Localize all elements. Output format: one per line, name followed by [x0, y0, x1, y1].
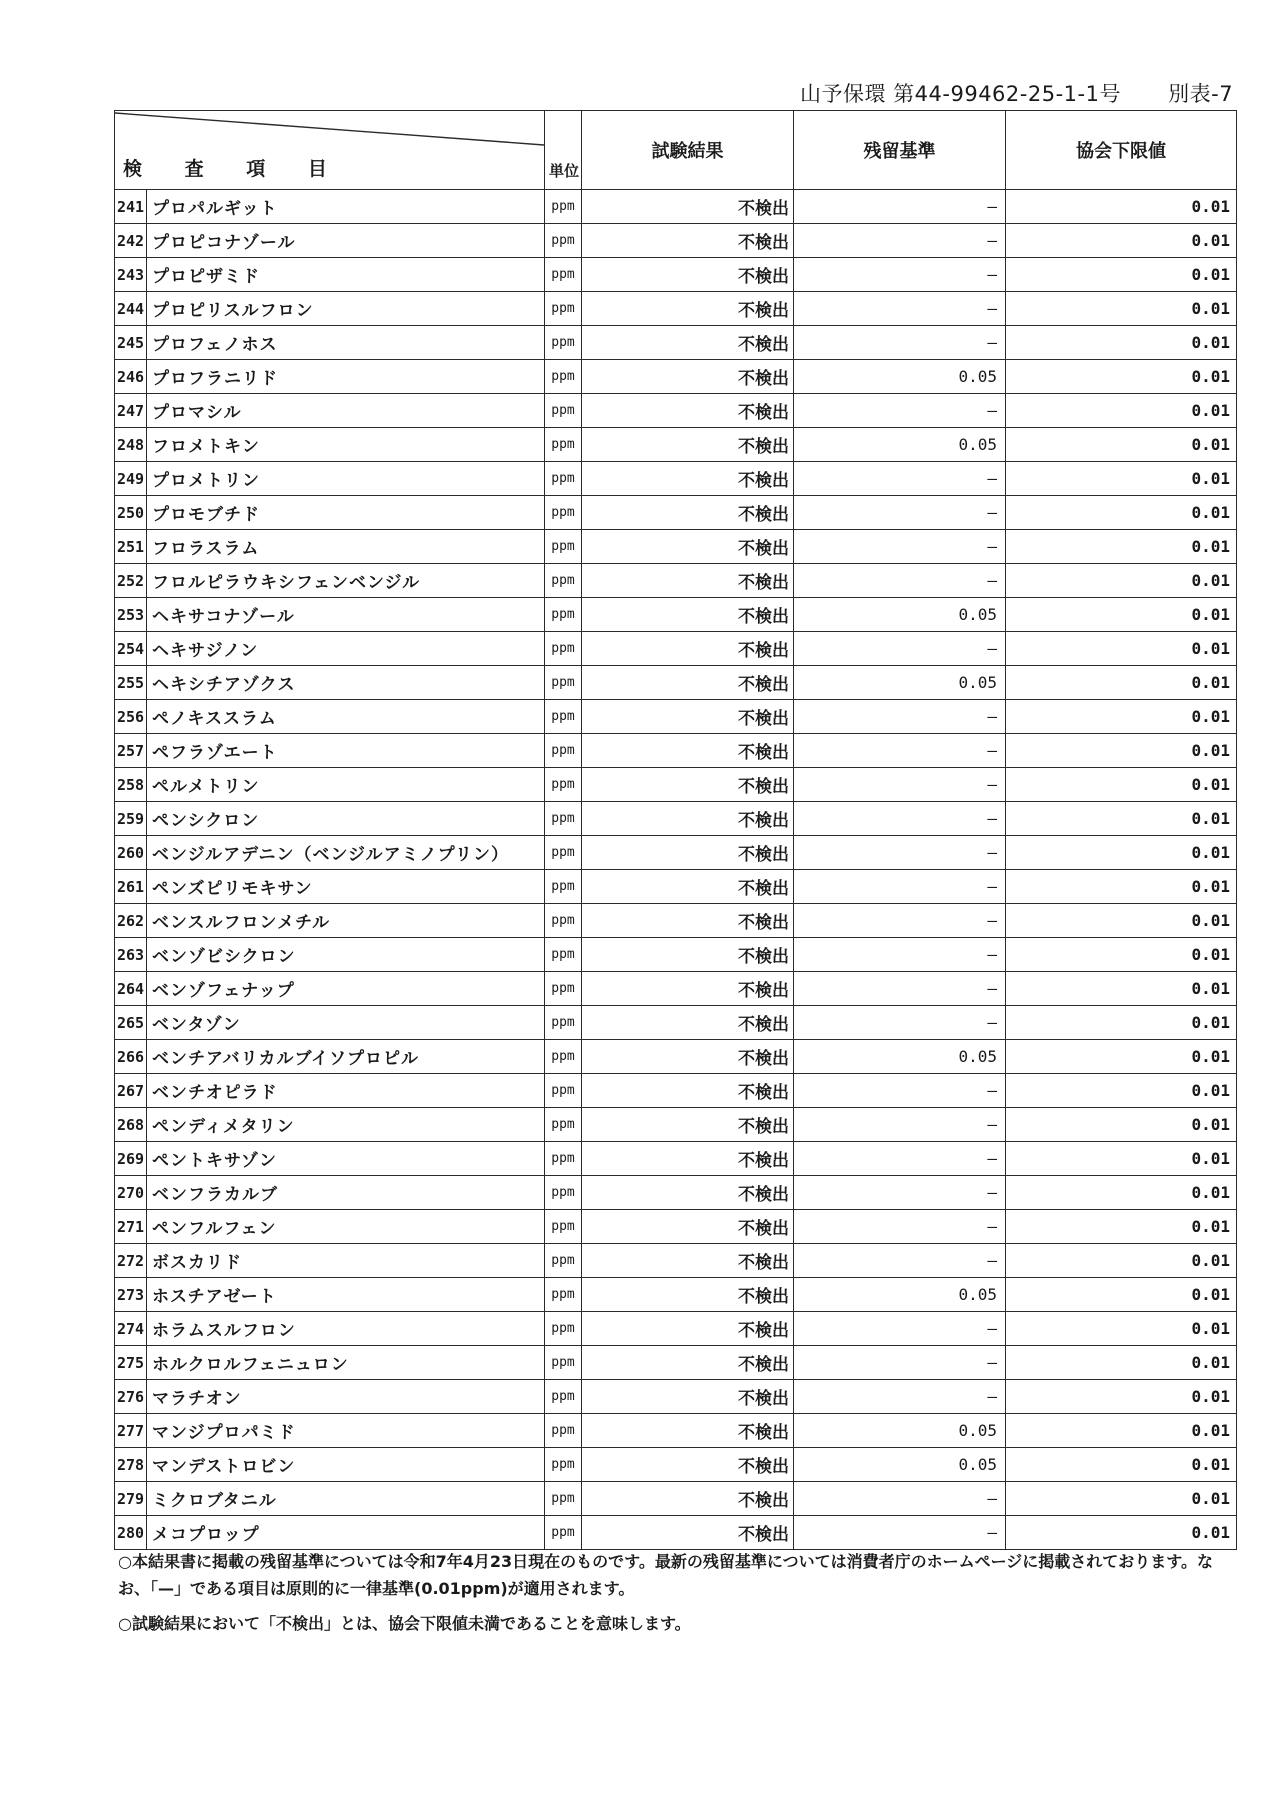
table-row [115, 360, 1237, 394]
lod-cell: 0.01 [1006, 462, 1237, 496]
table-row [115, 530, 1237, 564]
item-name: ベンチオピラド [147, 1074, 545, 1108]
table-row [115, 1108, 1237, 1142]
item-name: プロフェノホス [147, 326, 545, 360]
row-number: 253 [115, 598, 147, 632]
lod-cell: 0.01 [1006, 1516, 1237, 1550]
result-cell: 不検出 [582, 1516, 794, 1550]
lod-cell: 0.01 [1006, 1482, 1237, 1516]
lod-cell: 0.01 [1006, 1312, 1237, 1346]
table-row [115, 1142, 1237, 1176]
lod-cell: 0.01 [1006, 258, 1237, 292]
mrl-cell: — [794, 700, 1006, 734]
result-cell: 不検出 [582, 190, 794, 224]
table-row [115, 836, 1237, 870]
table-row [115, 1244, 1237, 1278]
unit-cell: ppm [545, 904, 582, 938]
item-name: ペンフルフェン [147, 1210, 545, 1244]
table-row [115, 224, 1237, 258]
mrl-cell: — [794, 1482, 1006, 1516]
row-number: 246 [115, 360, 147, 394]
row-number: 255 [115, 666, 147, 700]
note-not-detected: ○試験結果において「不検出」とは、協会下限値未満であることを意味します。 [118, 1614, 691, 1633]
table-row [115, 1006, 1237, 1040]
unit-cell: ppm [545, 938, 582, 972]
mrl-cell: — [794, 768, 1006, 802]
lod-cell: 0.01 [1006, 598, 1237, 632]
lod-cell: 0.01 [1006, 768, 1237, 802]
table-row [115, 190, 1237, 224]
result-cell: 不検出 [582, 1244, 794, 1278]
unit-cell: ppm [545, 190, 582, 224]
lod-header: 協会下限値 [1006, 111, 1237, 190]
table-row [115, 870, 1237, 904]
row-number: 263 [115, 938, 147, 972]
result-cell: 不検出 [582, 1380, 794, 1414]
unit-cell: ppm [545, 496, 582, 530]
table-row [115, 1312, 1237, 1346]
mrl-cell: — [794, 394, 1006, 428]
unit-cell: ppm [545, 836, 582, 870]
table-row [115, 1176, 1237, 1210]
item-name: ペノキススラム [147, 700, 545, 734]
table-row [115, 666, 1237, 700]
lod-cell: 0.01 [1006, 734, 1237, 768]
row-number: 254 [115, 632, 147, 666]
mrl-cell: 0.05 [794, 428, 1006, 462]
item-name: メコプロップ [147, 1516, 545, 1550]
item-name: ベンゾフェナップ [147, 972, 545, 1006]
unit-cell: ppm [545, 1142, 582, 1176]
unit-cell: ppm [545, 1278, 582, 1312]
row-number: 278 [115, 1448, 147, 1482]
lod-cell: 0.01 [1006, 292, 1237, 326]
result-cell: 不検出 [582, 1176, 794, 1210]
mrl-cell: — [794, 1006, 1006, 1040]
table-row [115, 428, 1237, 462]
row-number: 277 [115, 1414, 147, 1448]
row-number: 257 [115, 734, 147, 768]
row-number: 270 [115, 1176, 147, 1210]
unit-cell: ppm [545, 394, 582, 428]
mrl-cell: 0.05 [794, 598, 1006, 632]
row-number: 249 [115, 462, 147, 496]
row-number: 259 [115, 802, 147, 836]
row-number: 248 [115, 428, 147, 462]
report-number: 山予保環 第44-99462-25-1-1号 [800, 82, 1121, 106]
result-cell: 不検出 [582, 666, 794, 700]
item-name: ペルメトリン [147, 768, 545, 802]
note-residue-standard: ○本結果書に掲載の残留基準については令和7年4月23日現在のものです。最新の残留基準については消費者庁のホームページに掲載されております。なお、「—」である項目は原則的に一律基準(0.01ppm)が適用されます。 [118, 1552, 1213, 1598]
result-cell: 不検出 [582, 326, 794, 360]
mrl-cell: — [794, 1108, 1006, 1142]
item-name: ベンフラカルブ [147, 1176, 545, 1210]
row-number: 256 [115, 700, 147, 734]
sheet-label: 別表-7 [1168, 82, 1234, 106]
item-name: ボスカリド [147, 1244, 545, 1278]
lod-cell: 0.01 [1006, 870, 1237, 904]
item-name: ペンシクロン [147, 802, 545, 836]
unit-cell: ppm [545, 1244, 582, 1278]
result-cell: 不検出 [582, 802, 794, 836]
results-table [114, 110, 1237, 1550]
result-cell: 不検出 [582, 292, 794, 326]
item-name: ホラムスルフロン [147, 1312, 545, 1346]
unit-cell: ppm [545, 564, 582, 598]
lod-cell: 0.01 [1006, 836, 1237, 870]
table-row [115, 768, 1237, 802]
table-row [115, 1516, 1237, 1550]
item-name: ホスチアゼート [147, 1278, 545, 1312]
result-cell: 不検出 [582, 530, 794, 564]
unit-cell: ppm [545, 1448, 582, 1482]
result-cell: 不検出 [582, 462, 794, 496]
item-name: ベンタゾン [147, 1006, 545, 1040]
lod-cell: 0.01 [1006, 1210, 1237, 1244]
result-cell: 不検出 [582, 1006, 794, 1040]
lod-cell: 0.01 [1006, 972, 1237, 1006]
unit-cell: ppm [545, 1074, 582, 1108]
row-number: 280 [115, 1516, 147, 1550]
unit-header-label: 単位 [548, 162, 579, 180]
unit-cell: ppm [545, 870, 582, 904]
row-number: 250 [115, 496, 147, 530]
mrl-cell: — [794, 1312, 1006, 1346]
item-name: フロメトキン [147, 428, 545, 462]
document-reference [800, 78, 1233, 108]
table-row [115, 292, 1237, 326]
lod-cell: 0.01 [1006, 1040, 1237, 1074]
lod-cell: 0.01 [1006, 224, 1237, 258]
table-row [115, 1482, 1237, 1516]
item-name: ペンディメタリン [147, 1108, 545, 1142]
lod-cell: 0.01 [1006, 1006, 1237, 1040]
mrl-cell: — [794, 190, 1006, 224]
unit-cell: ppm [545, 1108, 582, 1142]
mrl-cell: — [794, 1176, 1006, 1210]
unit-cell: ppm [545, 1516, 582, 1550]
unit-cell: ppm [545, 428, 582, 462]
row-number: 272 [115, 1244, 147, 1278]
row-number: 247 [115, 394, 147, 428]
mrl-cell: 0.05 [794, 666, 1006, 700]
result-cell: 不検出 [582, 938, 794, 972]
row-number: 268 [115, 1108, 147, 1142]
unit-cell: ppm [545, 258, 582, 292]
result-cell: 不検出 [582, 904, 794, 938]
result-cell: 不検出 [582, 1108, 794, 1142]
item-name: ベンゾビシクロン [147, 938, 545, 972]
result-cell: 不検出 [582, 1074, 794, 1108]
result-cell: 不検出 [582, 734, 794, 768]
mrl-cell: — [794, 326, 1006, 360]
unit-cell: ppm [545, 224, 582, 258]
item-name: ヘキサジノン [147, 632, 545, 666]
table-row [115, 394, 1237, 428]
lod-cell: 0.01 [1006, 938, 1237, 972]
unit-cell: ppm [545, 632, 582, 666]
mrl-cell: — [794, 462, 1006, 496]
table-row [115, 802, 1237, 836]
item-name: マンジプロパミド [147, 1414, 545, 1448]
result-cell: 不検出 [582, 1040, 794, 1074]
result-cell: 不検出 [582, 224, 794, 258]
mrl-cell: 0.05 [794, 1414, 1006, 1448]
row-number: 273 [115, 1278, 147, 1312]
mrl-cell: — [794, 938, 1006, 972]
result-cell: 不検出 [582, 1278, 794, 1312]
result-cell: 不検出 [582, 258, 794, 292]
mrl-cell: — [794, 224, 1006, 258]
row-number: 261 [115, 870, 147, 904]
mrl-cell: — [794, 1380, 1006, 1414]
mrl-cell: — [794, 1074, 1006, 1108]
table-row [115, 462, 1237, 496]
lod-cell: 0.01 [1006, 1278, 1237, 1312]
mrl-cell: — [794, 1142, 1006, 1176]
row-number: 269 [115, 1142, 147, 1176]
unit-cell: ppm [545, 326, 582, 360]
unit-cell: ppm [545, 1380, 582, 1414]
result-cell: 不検出 [582, 564, 794, 598]
result-cell: 不検出 [582, 496, 794, 530]
result-cell: 不検出 [582, 632, 794, 666]
lod-cell: 0.01 [1006, 904, 1237, 938]
mrl-header: 残留基準 [794, 111, 1006, 190]
row-number: 252 [115, 564, 147, 598]
item-name: マンデストロビン [147, 1448, 545, 1482]
unit-cell: ppm [545, 360, 582, 394]
mrl-cell: — [794, 870, 1006, 904]
mrl-cell: — [794, 1346, 1006, 1380]
lod-cell: 0.01 [1006, 1448, 1237, 1482]
mrl-cell: 0.05 [794, 1040, 1006, 1074]
unit-cell: ppm [545, 666, 582, 700]
unit-cell: ppm [545, 972, 582, 1006]
item-name: ヘキシチアゾクス [147, 666, 545, 700]
unit-cell: ppm [545, 1176, 582, 1210]
item-name: プロピザミド [147, 258, 545, 292]
mrl-cell: — [794, 1244, 1006, 1278]
unit-cell: ppm [545, 292, 582, 326]
row-number: 242 [115, 224, 147, 258]
table-header-row [115, 111, 1237, 190]
lod-cell: 0.01 [1006, 802, 1237, 836]
unit-cell: ppm [545, 1210, 582, 1244]
item-name: フロラスラム [147, 530, 545, 564]
mrl-cell: — [794, 258, 1006, 292]
item-name: ペントキサゾン [147, 1142, 545, 1176]
lod-cell: 0.01 [1006, 1244, 1237, 1278]
mrl-cell: — [794, 632, 1006, 666]
result-header: 試験結果 [582, 111, 794, 190]
table-row [115, 904, 1237, 938]
item-name: ホルクロルフェニュロン [147, 1346, 545, 1380]
lod-cell: 0.01 [1006, 700, 1237, 734]
item-name: ベンチアバリカルブイソプロピル [147, 1040, 545, 1074]
table-body [115, 190, 1237, 1550]
result-cell: 不検出 [582, 1210, 794, 1244]
unit-cell: ppm [545, 768, 582, 802]
lod-cell: 0.01 [1006, 394, 1237, 428]
table-row [115, 1040, 1237, 1074]
item-header [115, 111, 545, 190]
table-row [115, 972, 1237, 1006]
row-number: 276 [115, 1380, 147, 1414]
mrl-cell: — [794, 564, 1006, 598]
row-number: 265 [115, 1006, 147, 1040]
item-header-label: 検 査 項 目 [123, 158, 345, 180]
row-number: 262 [115, 904, 147, 938]
table-row [115, 734, 1237, 768]
unit-cell: ppm [545, 734, 582, 768]
result-cell: 不検出 [582, 700, 794, 734]
table-row [115, 564, 1237, 598]
row-number: 274 [115, 1312, 147, 1346]
lod-cell: 0.01 [1006, 1346, 1237, 1380]
unit-cell: ppm [545, 462, 582, 496]
result-cell: 不検出 [582, 428, 794, 462]
unit-cell: ppm [545, 1482, 582, 1516]
item-name: ペンズピリモキサン [147, 870, 545, 904]
item-name: プロピコナゾール [147, 224, 545, 258]
row-number: 275 [115, 1346, 147, 1380]
lod-cell: 0.01 [1006, 496, 1237, 530]
notes-section [118, 1548, 1228, 1645]
mrl-cell: — [794, 836, 1006, 870]
item-name: ベンジルアデニン（ベンジルアミノプリン） [147, 836, 545, 870]
mrl-cell: — [794, 1516, 1006, 1550]
unit-header [545, 111, 582, 190]
lod-cell: 0.01 [1006, 666, 1237, 700]
table-row [115, 1448, 1237, 1482]
unit-cell: ppm [545, 530, 582, 564]
result-cell: 不検出 [582, 972, 794, 1006]
table-row [115, 326, 1237, 360]
lod-cell: 0.01 [1006, 190, 1237, 224]
item-name: プロフラニリド [147, 360, 545, 394]
lod-cell: 0.01 [1006, 1142, 1237, 1176]
item-name: プロモブチド [147, 496, 545, 530]
mrl-cell: — [794, 904, 1006, 938]
table-row [115, 258, 1237, 292]
mrl-cell: — [794, 530, 1006, 564]
item-name: ペフラゾエート [147, 734, 545, 768]
row-number: 251 [115, 530, 147, 564]
result-cell: 不検出 [582, 836, 794, 870]
item-name: プロパルギット [147, 190, 545, 224]
item-name: ベンスルフロンメチル [147, 904, 545, 938]
row-number: 264 [115, 972, 147, 1006]
lod-cell: 0.01 [1006, 1074, 1237, 1108]
mrl-cell: — [794, 972, 1006, 1006]
unit-cell: ppm [545, 1312, 582, 1346]
row-number: 241 [115, 190, 147, 224]
lod-cell: 0.01 [1006, 1176, 1237, 1210]
item-name: プロメトリン [147, 462, 545, 496]
item-name: プロピリスルフロン [147, 292, 545, 326]
unit-cell: ppm [545, 1414, 582, 1448]
lod-cell: 0.01 [1006, 530, 1237, 564]
result-cell: 不検出 [582, 768, 794, 802]
table-row [115, 1346, 1237, 1380]
result-cell: 不検出 [582, 1482, 794, 1516]
unit-cell: ppm [545, 598, 582, 632]
result-cell: 不検出 [582, 598, 794, 632]
item-name: ヘキサコナゾール [147, 598, 545, 632]
mrl-cell: 0.05 [794, 1448, 1006, 1482]
table-row [115, 598, 1237, 632]
lod-cell: 0.01 [1006, 326, 1237, 360]
lod-cell: 0.01 [1006, 1414, 1237, 1448]
result-cell: 不検出 [582, 1142, 794, 1176]
unit-cell: ppm [545, 802, 582, 836]
unit-cell: ppm [545, 700, 582, 734]
mrl-cell: 0.05 [794, 1278, 1006, 1312]
result-cell: 不検出 [582, 1312, 794, 1346]
lod-cell: 0.01 [1006, 632, 1237, 666]
result-cell: 不検出 [582, 1448, 794, 1482]
row-number: 266 [115, 1040, 147, 1074]
unit-cell: ppm [545, 1006, 582, 1040]
table-row [115, 1414, 1237, 1448]
table-row [115, 938, 1237, 972]
row-number: 279 [115, 1482, 147, 1516]
table-row [115, 632, 1237, 666]
mrl-cell: — [794, 734, 1006, 768]
item-name: プロマシル [147, 394, 545, 428]
table-row [115, 1380, 1237, 1414]
unit-cell: ppm [545, 1040, 582, 1074]
lod-cell: 0.01 [1006, 564, 1237, 598]
item-name: マラチオン [147, 1380, 545, 1414]
lod-cell: 0.01 [1006, 1108, 1237, 1142]
item-name: フロルピラウキシフェンベンジル [147, 564, 545, 598]
mrl-cell: — [794, 802, 1006, 836]
table-row [115, 496, 1237, 530]
unit-cell: ppm [545, 1346, 582, 1380]
mrl-cell: 0.05 [794, 360, 1006, 394]
result-cell: 不検出 [582, 1346, 794, 1380]
table-row [115, 700, 1237, 734]
row-number: 243 [115, 258, 147, 292]
table-row [115, 1210, 1237, 1244]
row-number: 245 [115, 326, 147, 360]
row-number: 260 [115, 836, 147, 870]
row-number: 258 [115, 768, 147, 802]
result-cell: 不検出 [582, 394, 794, 428]
result-cell: 不検出 [582, 360, 794, 394]
mrl-cell: — [794, 496, 1006, 530]
mrl-cell: — [794, 292, 1006, 326]
result-cell: 不検出 [582, 1414, 794, 1448]
result-cell: 不検出 [582, 870, 794, 904]
lod-cell: 0.01 [1006, 360, 1237, 394]
row-number: 271 [115, 1210, 147, 1244]
item-name: ミクロブタニル [147, 1482, 545, 1516]
lod-cell: 0.01 [1006, 428, 1237, 462]
row-number: 244 [115, 292, 147, 326]
mrl-cell: — [794, 1210, 1006, 1244]
table-row [115, 1074, 1237, 1108]
lod-cell: 0.01 [1006, 1380, 1237, 1414]
table-row [115, 1278, 1237, 1312]
row-number: 267 [115, 1074, 147, 1108]
